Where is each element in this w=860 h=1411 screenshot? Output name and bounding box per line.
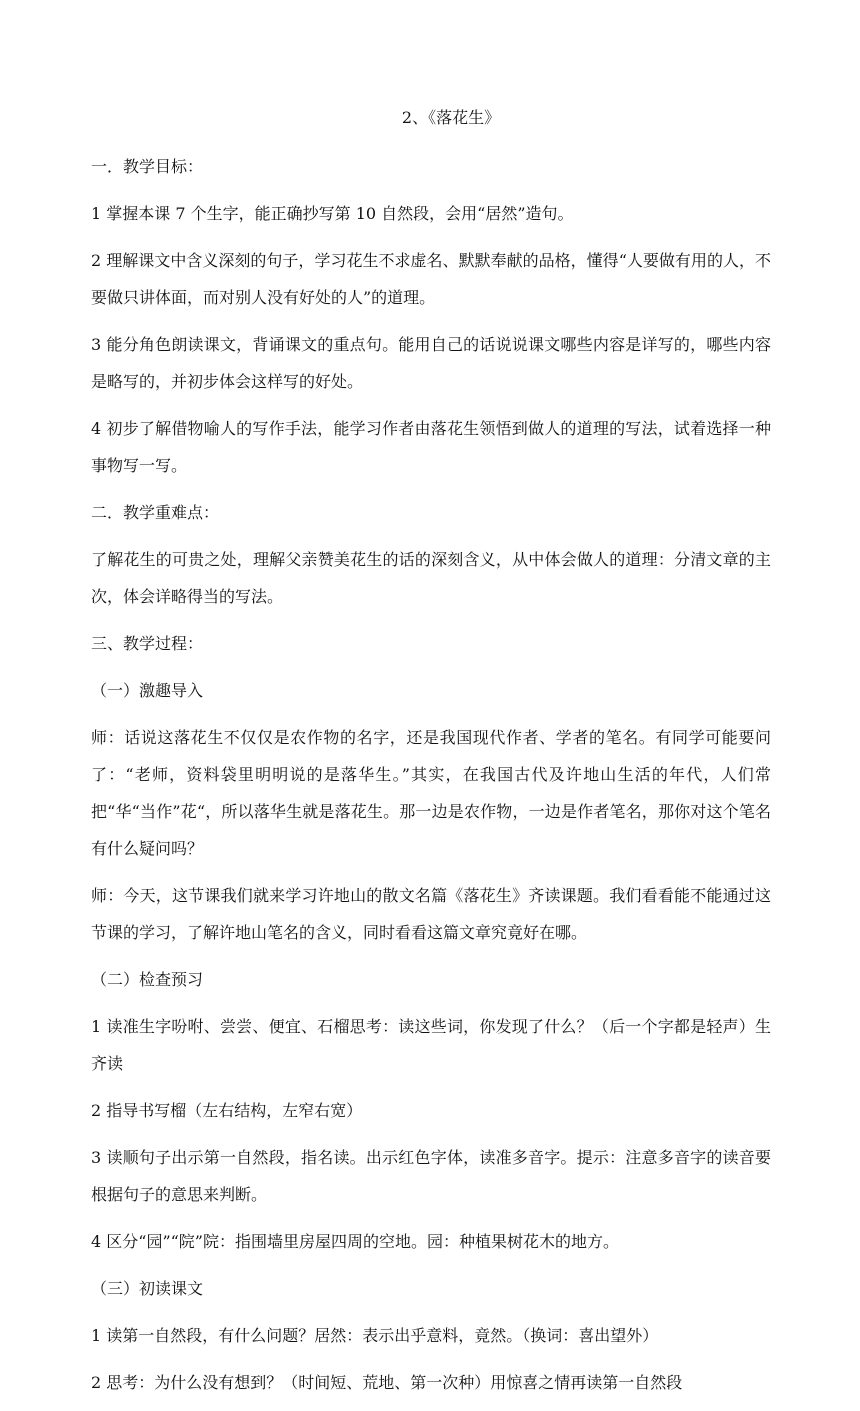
section-heading-key-points: 二．教学重难点： (91, 503, 220, 522)
goal-item-1: 1 掌握本课 7 个生字，能正确抄写第 10 自然段，会用“居然”造句。 (91, 204, 574, 223)
goal-item-3: 3 能分角色朗读课文，背诵课文的重点句。能用自己的话说说课文哪些内容是详写的，哪些内容是略写的，并初步体会这样写的好处。 (91, 335, 771, 391)
lesson-title: 2、《落花生》 (401, 108, 501, 127)
preview-item-2: 2 指导书写榴（左右结构，左窄右宽） (91, 1101, 363, 1120)
reading-item-2: 2 思考：为什么没有想到？（时间短、荒地、第一次种）用惊喜之情再读第一自然段 (91, 1373, 683, 1392)
preview-item-1: 1 读准生字吩咐、尝尝、便宜、石榴思考：读这些词，你发现了什么？（后一个字都是轻声）生齐读 (91, 1017, 771, 1073)
goal-item-4: 4 初步了解借物喻人的写作手法，能学习作者由落花生领悟到做人的道理的写法，试着选择一种事物写一写。 (91, 419, 771, 475)
document-body (91, 103, 771, 1411)
subsection-heading-preview: （二）检查预习 (91, 970, 204, 989)
preview-item-4: 4 区分“园”“院”院：指围墙里房屋四周的空地。园：种植果树花木的地方。 (91, 1232, 619, 1251)
goal-item-2: 2 理解课文中含义深刻的句子，学习花生不求虚名、默默奉献的品格，懂得“人要做有用的人，不要做只讲体面，而对别人没有好处的人”的道理。 (91, 251, 771, 307)
teacher-dialogue-1: 师：话说这落花生不仅仅是农作物的名字，还是我国现代作者、学者的笔名。有同学可能要问了：“老师，资料袋里明明说的是落华生。”其实，在我国古代及许地山生活的年代，人们常把“华“当作”花“，所以落华生就是落花生。那一边是农作物，一边是作者笔名，那你对这个笔名有什么疑问吗？ (91, 728, 771, 858)
subsection-heading-intro: （一）激趣导入 (91, 681, 204, 700)
key-points-text: 了解花生的可贵之处，理解父亲赞美花生的话的深刻含义，从中体会做人的道理：分清文章的主次，体会详略得当的写法。 (91, 550, 771, 606)
teacher-dialogue-2: 师：今天，这节课我们就来学习许地山的散文名篇《落花生》齐读课题。我们看看能不能通过这节课的学习，了解许地山笔名的含义，同时看看这篇文章究竟好在哪。 (91, 886, 771, 942)
section-heading-goals: 一．教学目标： (91, 157, 204, 176)
subsection-heading-first-reading: （三）初读课文 (91, 1279, 204, 1298)
section-heading-process: 三、教学过程： (91, 634, 204, 653)
preview-item-3: 3 读顺句子出示第一自然段，指名读。出示红色字体，读准多音字。提示：注意多音字的读音要根据句子的意思来判断。 (91, 1148, 771, 1204)
reading-item-1: 1 读第一自然段，有什么问题？居然：表示出乎意料，竟然。（换词：喜出望外） (91, 1326, 659, 1345)
